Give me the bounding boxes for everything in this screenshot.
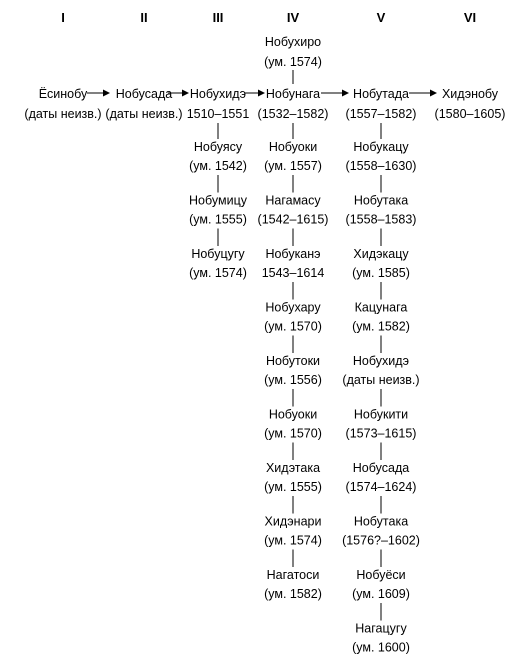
generation-header: VI — [463, 10, 477, 25]
gen4-child-dates: (ум. 1557) — [264, 159, 322, 173]
generation-headers — [61, 10, 476, 25]
gen5-child-name: Нобутака — [353, 193, 409, 208]
gen5-child-dates: (1574–1624) — [345, 480, 417, 494]
gen5-child-dates: (ум. 1609) — [352, 587, 410, 601]
gen5-child-dates: (ум. 1600) — [352, 640, 410, 655]
gen5-child-name: Нобухидэ — [352, 354, 410, 368]
gen4-top-name: Нобухиро — [264, 35, 322, 49]
gen4-child-name: Нагатоси — [266, 568, 320, 582]
gen4-child-name: Нобуоки — [268, 407, 318, 422]
gen5-child-dates: (ум. 1585) — [352, 266, 410, 280]
gen4-child-name: Хидэнари — [264, 514, 322, 529]
gen3-child-name: Нобуясу — [193, 140, 243, 154]
main-line-name: Нобухидэ — [189, 87, 247, 101]
gen5-child-dates: (1576?–1602) — [342, 533, 420, 548]
main-line-arrow-head — [258, 90, 265, 97]
main-line-arrow-head — [182, 90, 189, 97]
main-line-dates: (даты неизв.) — [24, 107, 102, 121]
gen5-child-dates: (1573–1615) — [345, 426, 417, 441]
gen3-child-name: Нобумицу — [189, 193, 247, 208]
gen4-child-name: Нагамасу — [265, 193, 321, 208]
generation-header: II — [140, 10, 148, 25]
gen5-child-name: Нобусада — [352, 461, 410, 475]
main-line-dates: 1510–1551 — [186, 107, 250, 121]
gen4-child-dates: (ум. 1555) — [264, 480, 322, 494]
gen4-child-name: Хидэтака — [265, 461, 321, 475]
generation-header: IV — [286, 10, 300, 25]
gen3-child-dates: (ум. 1574) — [189, 266, 247, 280]
gen4-top-dates: (ум. 1574) — [264, 55, 322, 69]
gen5-child-name: Хидэкацу — [353, 247, 409, 261]
generation-header: III — [212, 10, 224, 25]
gen4-child-dates: (ум. 1574) — [264, 533, 322, 548]
main-line-dates: (1532–1582) — [257, 107, 329, 121]
gen4-child-dates: (1542–1615) — [257, 212, 329, 227]
gen3-child-dates: (ум. 1542) — [189, 159, 247, 173]
gen4-child-dates: (ум. 1582) — [264, 587, 322, 601]
gen4-child-name: Нобутоки — [265, 354, 321, 368]
gen5-child-dates: (1558–1583) — [345, 212, 417, 227]
main-line-arrow-head — [430, 90, 437, 97]
gen4-child-dates: 1543–1614 — [261, 266, 325, 280]
gen5-child-dates: (даты неизв.) — [342, 373, 420, 387]
gen5-child-name: Кацунага — [354, 300, 408, 315]
gen4-child-name: Нобухару — [265, 300, 321, 315]
main-line-dates: (1580–1605) — [434, 107, 506, 121]
gen5-child-name: Нобукити — [353, 407, 409, 422]
main-line-name: Нобутада — [353, 87, 409, 101]
main-line-dates: (1557–1582) — [345, 107, 417, 121]
gen3-child-name: Нобуцугу — [191, 247, 245, 261]
main-line-dates: (даты неизв.) — [105, 107, 183, 121]
gen5-child-name: Нагацугу — [355, 621, 407, 636]
main-line-name: Ёсинобу — [38, 87, 88, 101]
gen4-child-name: Нобуканэ — [265, 247, 321, 261]
gen4-child-dates: (ум. 1556) — [264, 373, 322, 387]
gen5-child-name: Нобутака — [353, 514, 409, 529]
main-line-arrow-head — [103, 90, 110, 97]
gen3-child-dates: (ум. 1555) — [189, 212, 247, 227]
generation-header: V — [376, 10, 386, 25]
generation-header: I — [61, 10, 65, 25]
main-line-name: Нобунага — [265, 87, 321, 101]
tree-nodes — [24, 35, 505, 655]
main-line-arrow-head — [342, 90, 349, 97]
gen5-child-name: Нобукацу — [353, 140, 409, 154]
main-line-name: Хидэнобу — [441, 87, 499, 101]
main-line-name: Нобусада — [115, 87, 173, 101]
gen5-child-dates: (ум. 1582) — [352, 319, 410, 334]
gen4-child-dates: (ум. 1570) — [264, 319, 322, 334]
gen5-child-dates: (1558–1630) — [345, 159, 417, 173]
gen5-child-name: Нобуёси — [356, 568, 406, 582]
gen4-child-name: Нобуоки — [268, 140, 318, 154]
gen4-child-dates: (ум. 1570) — [264, 426, 322, 441]
